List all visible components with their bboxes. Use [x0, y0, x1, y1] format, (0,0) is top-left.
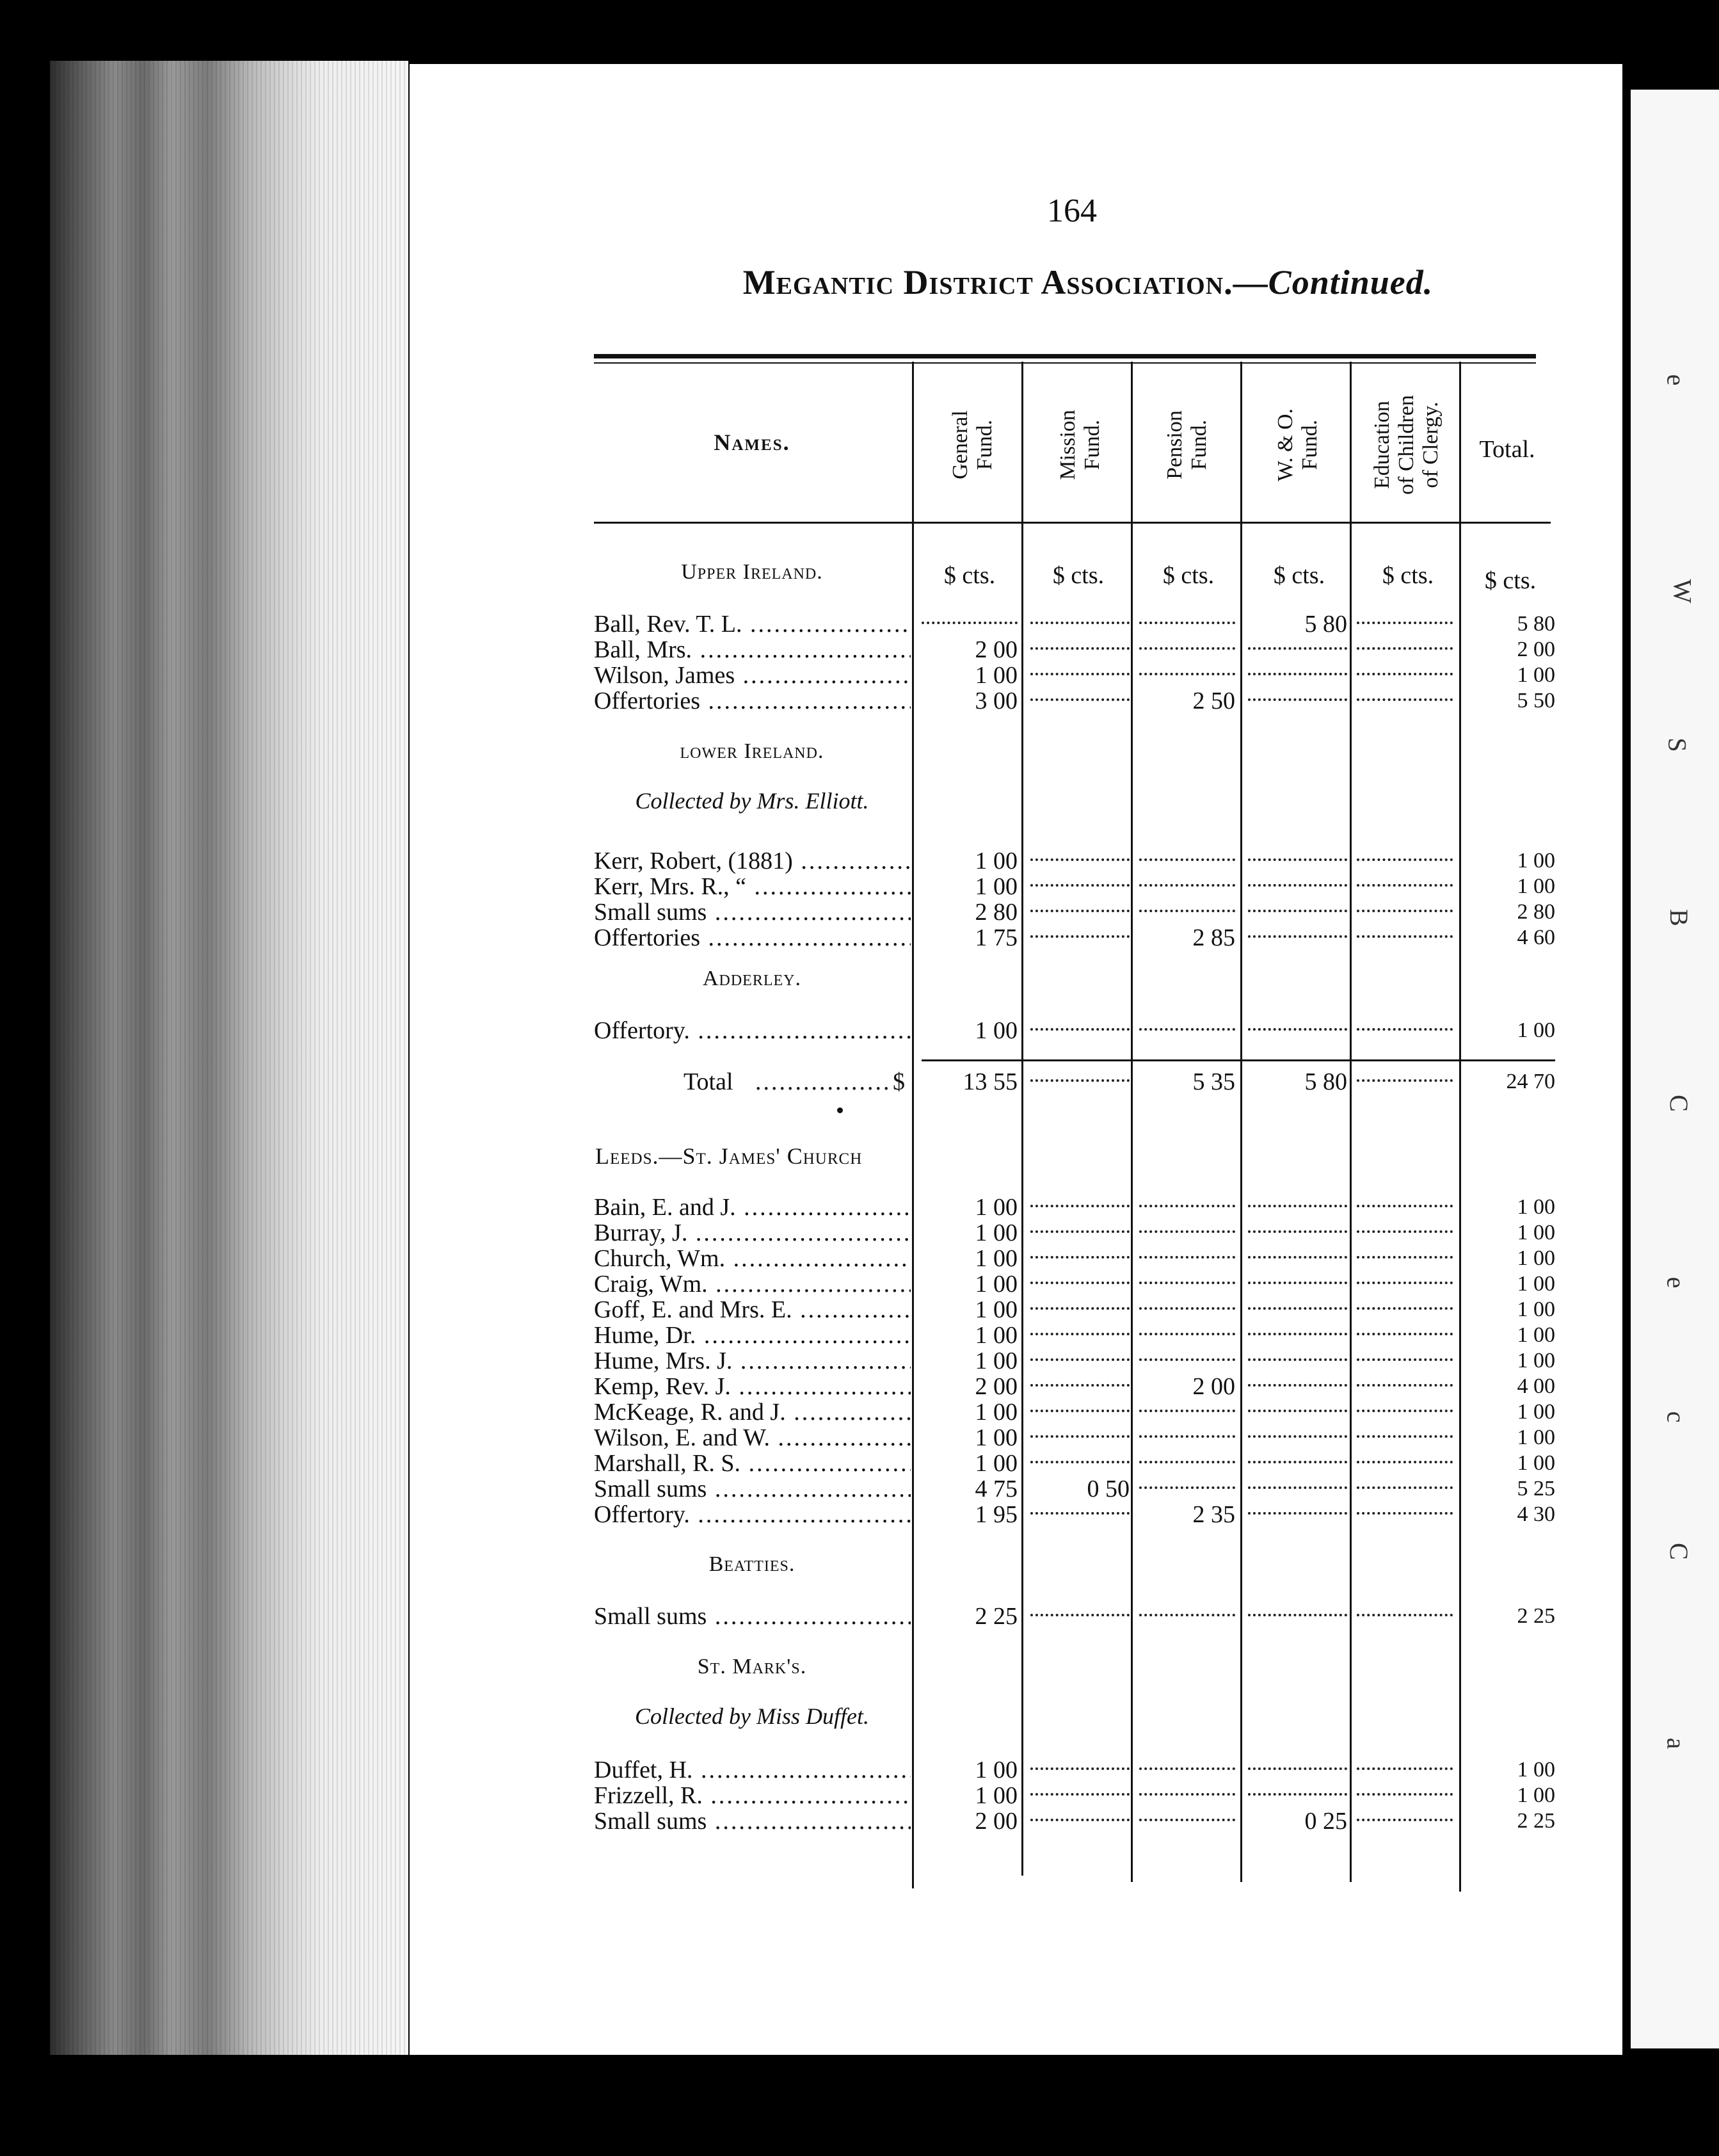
cell-mission: [1030, 1604, 1130, 1616]
cell-total: 5 50: [1517, 689, 1555, 712]
table-row: [0, 1195, 1719, 1220]
cell-total: 1 00: [1517, 1018, 1555, 1042]
cell-education: [1357, 1246, 1453, 1259]
row-name: Offertories .....: [594, 688, 911, 714]
cell-education: [1357, 1502, 1453, 1515]
stray-print-dot: [837, 1107, 843, 1113]
row-name: Frizzell, R. .....: [594, 1783, 911, 1808]
cell-total: 1 00: [1517, 1451, 1555, 1475]
cell-general: 3 00: [975, 688, 1018, 714]
cell-pension: [1139, 1271, 1235, 1284]
cell-education: [1357, 1783, 1453, 1796]
collected-by-duffet: Collected by Miss Duffet.: [635, 1703, 869, 1729]
wo-fund-header: [1245, 365, 1350, 525]
mission-fund-header-line2: Fund.: [1080, 419, 1104, 471]
cell-education: [1357, 874, 1453, 887]
row-name: Marshall, R. S. .....: [594, 1451, 911, 1476]
row-name: Goff, E. and Mrs. E. .....: [594, 1297, 911, 1323]
cell-mission: [1030, 1425, 1130, 1438]
education-header-line3: of Clergy.: [1418, 401, 1443, 488]
cell-pension: 2 00: [1192, 1373, 1235, 1400]
cell-general: [922, 611, 1018, 624]
row-name: Kerr, Robert, (1881) .....: [594, 848, 911, 874]
table-row: [0, 1323, 1719, 1348]
table-row: [0, 1808, 1719, 1834]
cell-mission: [1030, 1451, 1130, 1463]
total-rule-upper: [922, 1059, 1555, 1061]
cell-mission: [1030, 874, 1130, 887]
cell-wo: [1248, 1604, 1347, 1616]
cell-mission: [1030, 637, 1130, 650]
facing-page-glyph: B: [1664, 909, 1693, 926]
row-name: Offertory. .....: [594, 1502, 911, 1527]
cell-wo: [1248, 1297, 1347, 1310]
row-name: Wilson, James .....: [594, 663, 911, 688]
total-mission: [1030, 1069, 1130, 1082]
row-name: Hume, Dr. .....: [594, 1323, 911, 1348]
cell-wo: 0 25: [1304, 1808, 1347, 1835]
cell-wo: [1248, 1451, 1347, 1463]
cell-mission: [1030, 925, 1130, 938]
cell-mission: [1030, 688, 1130, 701]
unit-education: $ cts.: [1382, 562, 1434, 589]
facing-page-glyph: e: [1661, 1276, 1691, 1289]
cell-education: [1357, 1297, 1453, 1310]
wo-fund-header-line2: Fund.: [1297, 419, 1322, 471]
cell-wo: [1248, 1018, 1347, 1031]
cell-education: [1357, 1323, 1453, 1335]
cell-wo: [1248, 1323, 1347, 1335]
unit-wo: $ cts.: [1273, 562, 1325, 589]
cell-pension: [1139, 1323, 1235, 1335]
cell-wo: [1248, 899, 1347, 912]
cell-pension: [1139, 1297, 1235, 1310]
table-row: [0, 848, 1719, 874]
cell-total: 2 80: [1517, 900, 1555, 924]
cell-total: 1 00: [1517, 1272, 1555, 1296]
table-row: [0, 637, 1719, 663]
cell-total: 1 00: [1517, 1195, 1555, 1219]
page-title: [640, 262, 1536, 302]
row-name: Kerr, Mrs. R., “ .....: [594, 874, 911, 899]
pension-fund-header-line1: Pension: [1163, 410, 1187, 479]
unit-general: $ cts.: [943, 562, 996, 589]
cell-total: 5 80: [1517, 612, 1555, 636]
cell-wo: [1248, 1220, 1347, 1233]
cell-education: [1357, 1808, 1453, 1821]
table-row: [0, 1246, 1719, 1271]
cell-wo: [1248, 688, 1347, 701]
general-fund-header-line1: General: [948, 410, 972, 479]
cell-pension: [1139, 1018, 1235, 1031]
unit-total: $ cts.: [1484, 567, 1537, 594]
top-double-rule: [594, 354, 1536, 358]
column-rule-5: [1350, 362, 1352, 1882]
facing-page-glyph: c: [1661, 1411, 1691, 1423]
table-row: [0, 899, 1719, 925]
table-row: [0, 1451, 1719, 1476]
cell-total: 4 00: [1517, 1374, 1555, 1398]
cell-total: 1 00: [1517, 1758, 1555, 1782]
cell-pension: [1139, 1399, 1235, 1412]
row-name: Duffet, H. .....: [594, 1757, 911, 1783]
collected-by-elliott: Collected by Mrs. Elliott.: [635, 788, 869, 814]
pension-fund-header-line2: Fund.: [1187, 419, 1211, 471]
table-row: [0, 1271, 1719, 1297]
cell-total: 1 00: [1517, 1246, 1555, 1270]
table-row: [0, 1604, 1719, 1629]
table-row: [0, 1783, 1719, 1808]
total-row: [0, 1069, 1719, 1095]
cell-wo: [1248, 874, 1347, 887]
table-row: [0, 1757, 1719, 1783]
cell-mission: [1030, 1220, 1130, 1233]
column-rule-4: [1240, 362, 1242, 1882]
cell-wo: [1248, 663, 1347, 675]
cell-mission: 0 50: [1087, 1476, 1130, 1502]
cell-pension: [1139, 848, 1235, 861]
row-name: Burray, J. .....: [594, 1220, 911, 1246]
row-name: Church, Wm. .....: [594, 1246, 911, 1271]
cell-general: 1 00: [975, 1782, 1018, 1809]
cell-total: 1 00: [1517, 1323, 1555, 1347]
cell-education: [1357, 925, 1453, 938]
cell-total: 1 00: [1517, 1426, 1555, 1449]
cell-education: [1357, 688, 1453, 701]
names-column-header: Names.: [714, 430, 790, 455]
cell-general: 1 00: [975, 1194, 1018, 1221]
cell-education: [1357, 1018, 1453, 1031]
cell-education: [1357, 1757, 1453, 1770]
cell-general: 2 00: [975, 1373, 1018, 1400]
cell-pension: [1139, 637, 1235, 650]
cell-wo: [1248, 925, 1347, 938]
cell-mission: [1030, 1348, 1130, 1361]
cell-education: [1357, 1220, 1453, 1233]
cell-education: [1357, 663, 1453, 675]
cell-pension: [1139, 874, 1235, 887]
total-currency: $: [893, 1068, 905, 1095]
cell-education: [1357, 1425, 1453, 1438]
cell-education: [1357, 899, 1453, 912]
row-name: Small sums .....: [594, 899, 911, 925]
cell-total: 4 30: [1517, 1502, 1555, 1526]
section-st-marks: St. Mark's.: [697, 1655, 807, 1678]
section-adderley: Adderley.: [702, 967, 802, 990]
facing-page-glyph: S: [1663, 737, 1692, 752]
total-pension: 5 35: [1192, 1068, 1235, 1095]
cell-total: 1 00: [1517, 1349, 1555, 1372]
cell-general: 1 75: [975, 924, 1018, 951]
cell-education: [1357, 1451, 1453, 1463]
table-row: [0, 1425, 1719, 1451]
row-name: Small sums .....: [594, 1808, 911, 1834]
cell-pension: [1139, 1476, 1235, 1489]
cell-wo: [1248, 1271, 1347, 1284]
cell-pension: [1139, 1220, 1235, 1233]
cell-pension: [1139, 1808, 1235, 1821]
cell-pension: [1139, 1348, 1235, 1361]
cell-pension: [1139, 663, 1235, 675]
table-row: [0, 1220, 1719, 1246]
cell-education: [1357, 611, 1453, 624]
cell-mission: [1030, 1246, 1130, 1259]
table-row: [0, 1348, 1719, 1374]
cell-wo: [1248, 1399, 1347, 1412]
cell-general: 1 00: [975, 873, 1018, 900]
cell-mission: [1030, 611, 1130, 624]
cell-total: 4 60: [1517, 926, 1555, 949]
cell-pension: 2 85: [1192, 924, 1235, 951]
cell-wo: [1248, 1783, 1347, 1796]
facing-page-glyph: W: [1668, 579, 1697, 604]
facing-page-glyph: a: [1661, 1737, 1691, 1750]
facing-page-glyph: C: [1664, 1543, 1693, 1560]
cell-total: 2 25: [1517, 1809, 1555, 1833]
facing-page-glyph: e: [1661, 374, 1691, 386]
cell-general: 2 00: [975, 1808, 1018, 1835]
cell-general: 2 25: [975, 1603, 1018, 1630]
total-total: 24 70: [1506, 1070, 1555, 1093]
cell-mission: [1030, 1399, 1130, 1412]
table-row: [0, 1018, 1719, 1043]
cell-mission: [1030, 848, 1130, 861]
row-name: Ball, Rev. T. L. .....: [594, 611, 911, 637]
section-leeds: Leeds.—St. James' Church: [595, 1143, 863, 1169]
cell-education: [1357, 1195, 1453, 1207]
cell-wo: [1248, 1425, 1347, 1438]
cell-general: 1 00: [975, 848, 1018, 874]
cell-general: 1 95: [975, 1501, 1018, 1528]
cell-education: [1357, 1374, 1453, 1387]
table-row: [0, 688, 1719, 714]
table-row: [0, 1374, 1719, 1399]
cell-general: 1 00: [975, 1245, 1018, 1272]
education-header-line2: of Children: [1394, 395, 1418, 495]
cell-mission: [1030, 1018, 1130, 1031]
cell-mission: [1030, 663, 1130, 675]
cell-pension: [1139, 1451, 1235, 1463]
cell-mission: [1030, 1374, 1130, 1387]
cell-pension: [1139, 611, 1235, 624]
section-lower-ireland: lower Ireland.: [680, 739, 824, 763]
page-number: 164: [1047, 193, 1097, 229]
cell-pension: [1139, 1195, 1235, 1207]
row-name: Bain, E. and J. .....: [594, 1195, 911, 1220]
section-beatties: Beatties.: [708, 1552, 796, 1576]
mission-fund-header: [1027, 365, 1133, 525]
cell-total: 2 25: [1517, 1604, 1555, 1628]
unit-pension: $ cts.: [1162, 562, 1215, 589]
cell-education: [1357, 1476, 1453, 1489]
cell-mission: [1030, 1502, 1130, 1515]
row-name: Small sums .....: [594, 1476, 911, 1502]
row-name: Small sums .....: [594, 1604, 911, 1629]
cell-general: 1 00: [975, 1450, 1018, 1477]
section-upper-ireland: Upper Ireland.: [681, 560, 823, 584]
cell-general: 1 00: [975, 1296, 1018, 1323]
row-name: Kemp, Rev. J. .....: [594, 1374, 911, 1399]
cell-wo: [1248, 1476, 1347, 1489]
cell-total: 1 00: [1517, 1298, 1555, 1321]
cell-mission: [1030, 1323, 1130, 1335]
row-name: Hume, Mrs. J. .....: [594, 1348, 911, 1374]
total-column-header: Total.: [1479, 436, 1535, 463]
cell-mission: [1030, 899, 1130, 912]
cell-education: [1357, 1348, 1453, 1361]
top-thin-rule: [594, 362, 1536, 364]
cell-total: 5 25: [1517, 1477, 1555, 1500]
unit-mission: $ cts.: [1052, 562, 1105, 589]
cell-education: [1357, 1399, 1453, 1412]
cell-general: 1 00: [975, 1271, 1018, 1298]
total-label: Total: [684, 1068, 733, 1095]
column-rule-2: [1021, 362, 1023, 1876]
row-name: McKeage, R. and J. .....: [594, 1399, 911, 1425]
row-name: Offertories .....: [594, 925, 911, 951]
cell-general: 1 00: [975, 1322, 1018, 1349]
cell-total: 1 00: [1517, 874, 1555, 898]
cell-total: 1 00: [1517, 849, 1555, 873]
cell-mission: [1030, 1297, 1130, 1310]
cell-wo: [1248, 1246, 1347, 1259]
table-row: [0, 1476, 1719, 1502]
table-row: [0, 1399, 1719, 1425]
cell-general: 1 00: [975, 1424, 1018, 1451]
pension-fund-header: [1136, 365, 1238, 525]
education-header-line1: Education: [1370, 401, 1394, 489]
cell-general: 1 00: [975, 1219, 1018, 1246]
row-name: Wilson, E. and W. .....: [594, 1425, 911, 1451]
general-fund-header-line2: Fund.: [972, 419, 996, 471]
table-row: [0, 874, 1719, 899]
cell-total: 1 00: [1517, 1221, 1555, 1244]
total-label-dots: .................: [755, 1068, 891, 1095]
cell-wo: [1248, 637, 1347, 650]
cell-wo: [1248, 1757, 1347, 1770]
row-name: Ball, Mrs. .....: [594, 637, 911, 663]
cell-general: 1 00: [975, 1348, 1018, 1374]
cell-wo: [1248, 848, 1347, 861]
cell-pension: [1139, 1246, 1235, 1259]
cell-pension: 2 50: [1192, 688, 1235, 714]
cell-total: 1 00: [1517, 663, 1555, 687]
total-education: [1357, 1069, 1453, 1082]
row-name: Craig, Wm. .....: [594, 1271, 911, 1297]
cell-mission: [1030, 1195, 1130, 1207]
cell-wo: [1248, 1195, 1347, 1207]
cell-pension: [1139, 1425, 1235, 1438]
cell-education: [1357, 1271, 1453, 1284]
education-fund-header: [1354, 365, 1459, 525]
cell-wo: [1248, 1502, 1347, 1515]
cell-wo: 5 80: [1304, 611, 1347, 638]
table-row: [0, 611, 1719, 637]
cell-mission: [1030, 1808, 1130, 1821]
total-wo: 5 80: [1304, 1068, 1347, 1095]
total-general: 13 55: [963, 1068, 1018, 1095]
cell-wo: [1248, 1348, 1347, 1361]
title-main: Megantic District Association.—: [742, 263, 1268, 302]
table-row: [0, 1297, 1719, 1323]
cell-pension: [1139, 1604, 1235, 1616]
column-rule-1: [912, 362, 914, 1888]
cell-general: 2 00: [975, 636, 1018, 663]
facing-page-glyph: C: [1664, 1095, 1693, 1112]
cell-general: 1 00: [975, 1399, 1018, 1426]
mission-fund-header-line1: Mission: [1055, 410, 1080, 480]
cell-general: 1 00: [975, 1757, 1018, 1783]
table-row: [0, 925, 1719, 951]
row-name: Offertory. .....: [594, 1018, 911, 1043]
cell-mission: [1030, 1783, 1130, 1796]
cell-education: [1357, 848, 1453, 861]
cell-general: 1 00: [975, 662, 1018, 689]
cell-education: [1357, 1604, 1453, 1616]
wo-fund-header-line1: W. & O.: [1273, 408, 1297, 481]
cell-pension: [1139, 899, 1235, 912]
cell-total: 1 00: [1517, 1400, 1555, 1424]
cell-mission: [1030, 1757, 1130, 1770]
cell-pension: [1139, 1757, 1235, 1770]
cell-total: 1 00: [1517, 1783, 1555, 1807]
table-row: [0, 1502, 1719, 1527]
cell-wo: [1248, 1374, 1347, 1387]
book-page-edges: [50, 61, 408, 2055]
column-rule-6: [1459, 362, 1461, 1892]
cell-general: 2 80: [975, 899, 1018, 926]
table-row: [0, 663, 1719, 688]
column-rule-3: [1131, 362, 1133, 1882]
cell-general: 1 00: [975, 1017, 1018, 1044]
cell-pension: [1139, 1783, 1235, 1796]
title-continued: Continued.: [1268, 263, 1434, 302]
general-fund-header: [922, 365, 1024, 525]
cell-education: [1357, 637, 1453, 650]
cell-total: 2 00: [1517, 638, 1555, 661]
cell-pension: 2 35: [1192, 1501, 1235, 1528]
cell-general: 4 75: [975, 1476, 1018, 1502]
cell-mission: [1030, 1271, 1130, 1284]
